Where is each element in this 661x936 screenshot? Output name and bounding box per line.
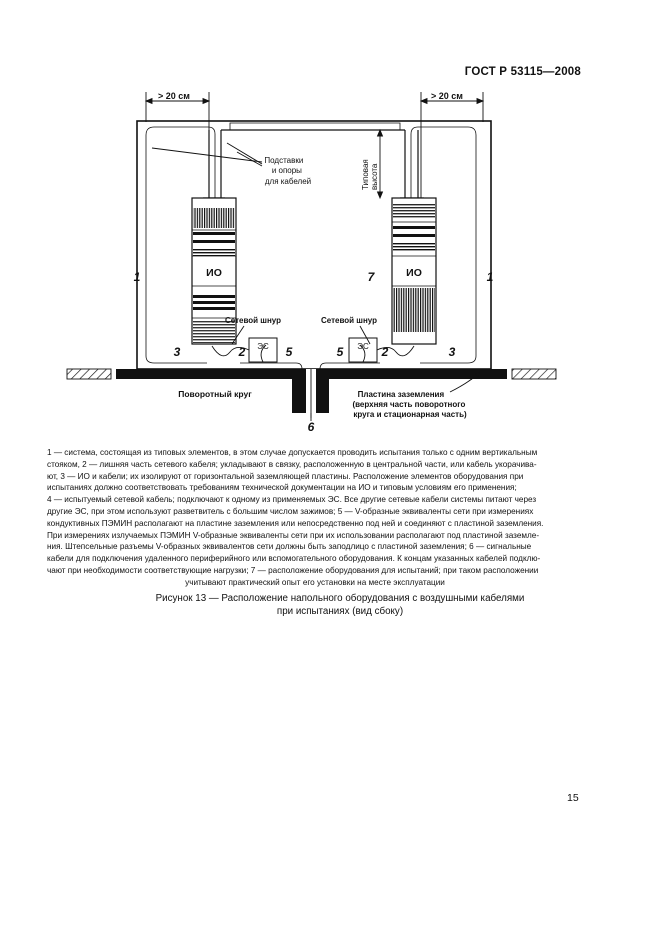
legend-line-last: учитывают практический опыт его установки на месте эксплуатации: [185, 577, 445, 587]
power-cord-label-right: Сетевой шнур: [320, 316, 378, 325]
legend-line: ют, 3 — ИО и кабели; их изолируют от горизонтальной заземляющей пластины. Расположение элементов оборудования при: [47, 471, 524, 481]
callout-1-left: 1: [133, 270, 141, 284]
caption-line-1: Рисунок 13 — Расположение напольного оборудования с воздушными кабелями: [155, 593, 525, 604]
legend-line: ния. Штепсельные разъемы V-образных эквивалентов сети должны быть заподлицо с пластиной заземления; 6 — сигнальные: [47, 542, 532, 552]
callout-5-left: 5: [285, 345, 293, 359]
enclosure-frame: [137, 121, 491, 369]
es-label-right: ЭС: [357, 342, 369, 351]
dimension-right: [421, 92, 483, 198]
floor-left: [67, 369, 111, 379]
io-label-right: ИО: [406, 267, 422, 279]
figure-diagram: [0, 0, 661, 440]
supports-leaders: [152, 143, 262, 166]
height-label: Типовая высота: [361, 159, 379, 190]
turntable-label: Поворотный круг: [178, 389, 252, 399]
legend-line: При измерениях излучаемых ПЭМИН V-образные эквиваленты сети при их использовании располагают под пластиной заземле-: [47, 530, 540, 540]
legend-line: кондуктивных ПЭМИН располагают на пластине заземления или непосредственно под ней и соединяют с пластиной заземления.: [47, 518, 544, 528]
io-label-left: ИО: [206, 267, 222, 279]
dim-label-right: > 20 см: [431, 91, 463, 101]
callout-3-right: 3: [448, 345, 456, 359]
legend-line: испытаниях должно соответствовать требованиям технической документации на ИО и типовым условиям его применения;: [47, 483, 517, 493]
caption-line-2: при испытаниях (вид сбоку): [276, 606, 404, 617]
supports-label: Подставки и опоры для кабелей: [264, 156, 312, 186]
figure-caption: [150, 592, 530, 618]
legend-line: чают при необходимости соответствующие нагрузки; 7 — расположение оборудования для испытаний; при таком расположении: [47, 565, 539, 575]
legend-line: 1 — система, состоящая из типовых элементов, в этом случае допускается проводить испытания только с одним вертикальным: [47, 448, 538, 457]
es-label-left: ЭС: [257, 342, 269, 351]
legend-line: 4 — испытуемый сетевой кабель; подключают к одному из применяемых ЭС. Все другие сетевые кабели системы питают через: [47, 495, 537, 505]
legend-line: стояком, 2 — лишняя часть сетевого кабеля; укладывают в связку, расположенную в центральной части, или кабель укорачива-: [47, 459, 537, 469]
callout-2-right: 2: [381, 345, 389, 359]
legend-line: другие ЭС, при этом используют разветвитель с большим числом зажимов; 5 — V-образные эквиваленты сети при измерениях: [47, 506, 534, 516]
callout-6: 6: [307, 420, 315, 434]
figure-legend: [47, 447, 583, 589]
callout-5-right: 5: [336, 345, 344, 359]
floor-right: [512, 369, 556, 379]
page-number: 15: [567, 792, 579, 804]
callout-3-left: 3: [173, 345, 181, 359]
dim-label-left: > 20 см: [158, 91, 190, 101]
dimension-left: [146, 92, 209, 198]
legend-line: кабели для подключения удаленного периферийного или вспомогательного оборудования. К концам указанных кабелей подклю-: [47, 554, 541, 564]
ground-plate-label: Пластина заземления (верхняя часть поворотного круга и стационарная часть): [352, 390, 467, 419]
cable-supports: [203, 130, 424, 198]
callout-2-left: 2: [238, 345, 246, 359]
document-code: ГОСТ Р 53115—2008: [464, 66, 581, 78]
callout-1-right: 1: [486, 270, 494, 284]
callout-7: 7: [367, 270, 375, 284]
power-cord-label-left: Сетевой шнур: [224, 316, 282, 325]
